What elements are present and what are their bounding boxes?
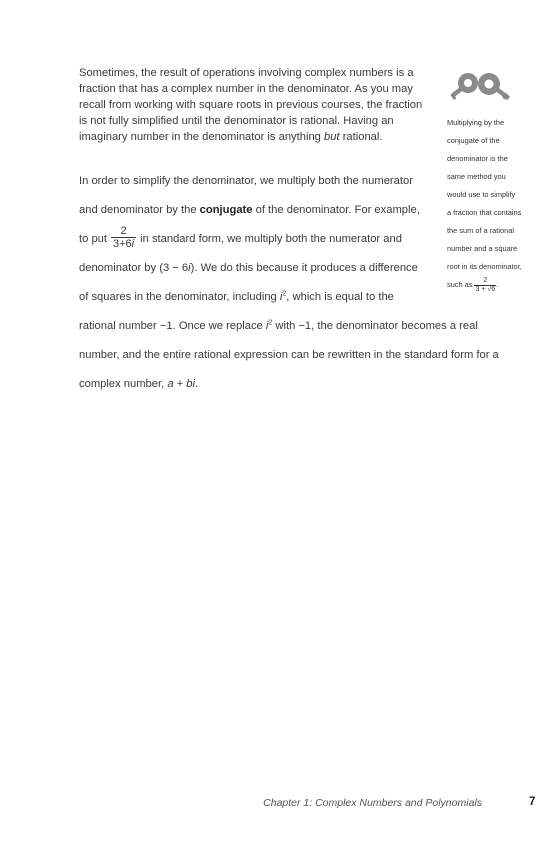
sidebar-line: number and a square	[447, 244, 518, 253]
text-fragment: denominator by (3 − 6	[79, 262, 189, 274]
keys-icon-graphic	[447, 68, 517, 108]
text-fragment: such as	[447, 280, 473, 289]
text-line: is not fully simplified until the denominator is rational. Having an	[79, 115, 394, 127]
conjugate-paragraph	[79, 167, 499, 399]
text-line: Sometimes, the result of operations involving complex numbers is a	[79, 67, 414, 79]
intro-paragraph	[79, 65, 423, 145]
fraction-numerator: 2	[483, 276, 488, 284]
text-fragment: rational.	[339, 131, 383, 143]
text-fragment: and denominator by the	[79, 204, 200, 216]
text-fragment: imaginary number in the denominator is anything	[79, 131, 325, 143]
sidebar-line: same method you	[447, 172, 506, 181]
imaginary-unit: i	[188, 262, 191, 274]
sidebar-line: conjugate of the	[447, 136, 500, 145]
term-conjugate: conjugate	[199, 204, 253, 216]
text-line	[79, 129, 419, 145]
text-line: fraction that has a complex number in the denominator. As you may	[79, 83, 413, 95]
text-fragment: of squares in the denominator, including	[79, 291, 280, 303]
text-line	[79, 283, 499, 312]
chapter-footer: Chapter 1: Complex Numbers and Polynomials	[263, 797, 482, 809]
text-line	[79, 196, 499, 225]
text-fragment: .	[496, 280, 499, 289]
text-line	[79, 254, 499, 283]
text-fragment: rational number −1. Once we replace	[79, 320, 266, 332]
text-fragment: complex number,	[79, 378, 168, 390]
text-fragment: .	[195, 378, 199, 390]
text-fragment: with −1, the denominator becomes a real	[272, 320, 478, 332]
text-line: recall from working with square roots in previous courses, the fraction	[79, 99, 423, 111]
fraction-numerator: 2	[120, 224, 127, 237]
page-number: 7	[529, 796, 536, 808]
expression-a-plus-bi: a + bi	[167, 378, 195, 390]
sidebar-line: Multiplying by the	[447, 118, 505, 127]
text-line	[79, 225, 499, 254]
sidebar-line: a fraction that contains	[447, 208, 522, 217]
imaginary-unit: i	[279, 291, 283, 303]
text-fragment: in standard form, we multiply both the numerator and	[140, 233, 402, 245]
sidebar-note	[447, 114, 537, 294]
text-fragment: to put	[79, 233, 107, 245]
fraction-denominator	[111, 237, 136, 250]
text-line: In order to simplify the denominator, we multiply both the numerator	[79, 175, 413, 187]
text-fragment: 3+6	[113, 237, 132, 250]
exponent: 2	[282, 290, 287, 298]
sidebar-line	[447, 276, 537, 294]
sidebar-line: would use to simplify	[447, 190, 516, 199]
fraction-2-over-3-plus-root6	[474, 276, 499, 294]
fraction-2-over-3-plus-6i	[111, 225, 136, 250]
text-fragment: , which is equal to the	[286, 291, 394, 303]
text-line: number, and the entire rational expression can be rewritten in the standard form for a	[79, 349, 499, 361]
text-fragment: of the denominator. For example,	[252, 204, 420, 216]
text-fragment: ). We do this because it produces a difference	[190, 262, 418, 274]
imaginary-unit: i	[265, 320, 269, 332]
sidebar-line: the sum of a rational	[447, 226, 514, 235]
text-line	[79, 370, 499, 399]
emphasis-but: but	[324, 131, 340, 143]
sidebar-line: denominator is the	[447, 154, 508, 163]
imaginary-unit: i	[131, 237, 135, 250]
text-line	[79, 312, 499, 341]
keys-icon	[447, 68, 517, 108]
exponent: 2	[268, 319, 273, 327]
fraction-denominator: 3 + √6	[475, 285, 496, 293]
sidebar-line: root in its denominator,	[447, 262, 522, 271]
